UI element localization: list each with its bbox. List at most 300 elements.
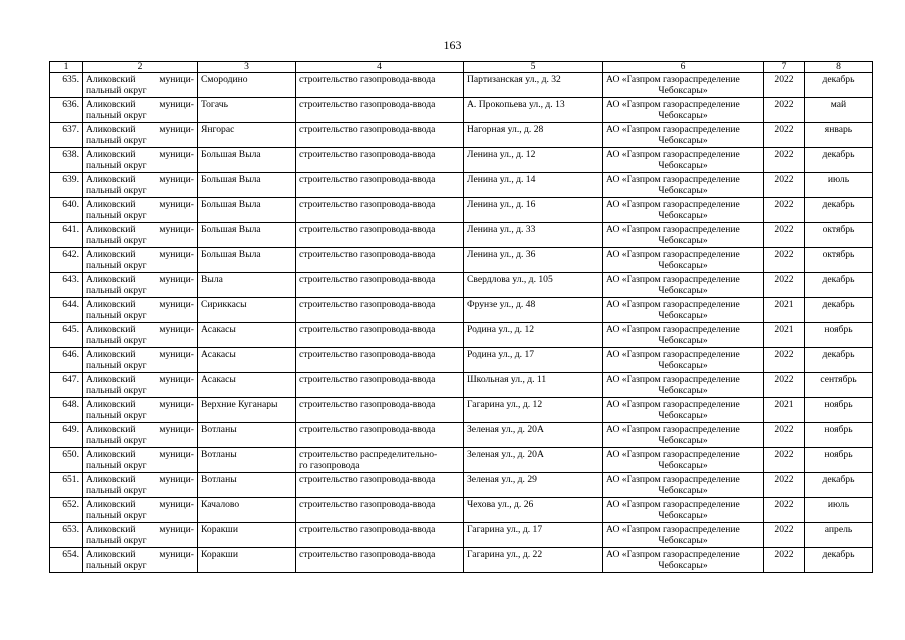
organization-line: АО «Газпром газораспределение [606,149,740,160]
year-cell: 2022 [764,498,805,523]
address-cell: Чехова ул., д. 26 [464,498,603,523]
district-type-part: муници- [159,374,194,385]
settlement-cell: Большая Выла [198,248,296,273]
table-row [50,298,873,323]
district-name: Аликовский [86,374,136,385]
district-type-rest: пальный округ [86,385,147,396]
organization-line: АО «Газпром газораспределение [606,349,740,360]
district-type-rest: пальный округ [86,185,147,196]
work-type-line: строительство газопровода-ввода [299,124,436,135]
organization-cell [603,73,764,98]
work-type-cell [296,298,464,323]
organization-line: Чебоксары» [658,335,708,346]
table-row [50,148,873,173]
settlement-cell: Янгорас [198,123,296,148]
organization-cell [603,98,764,123]
year-cell: 2022 [764,548,805,573]
column-header: 7 [764,62,805,73]
district-cell [83,523,198,548]
row-number: 654. [50,548,83,573]
row-number: 647. [50,373,83,398]
district-cell [83,148,198,173]
district-type-part: муници- [159,524,194,535]
organization-line: Чебоксары» [658,560,708,571]
month-cell: сентябрь [805,373,873,398]
district-name: Аликовский [86,124,136,135]
column-header: 3 [198,62,296,73]
organization-line: Чебоксары» [658,385,708,396]
district-name: Аликовский [86,549,136,560]
month-cell: апрель [805,523,873,548]
organization-cell [603,248,764,273]
work-type-line: строительство газопровода-ввода [299,424,436,435]
month-cell: октябрь [805,223,873,248]
work-type-line: строительство газопровода-ввода [299,224,436,235]
work-type-cell [296,98,464,123]
district-type-rest: пальный округ [86,410,147,421]
district-name: Аликовский [86,249,136,260]
table-row [50,273,873,298]
organization-line: АО «Газпром газораспределение [606,99,740,110]
table-row [50,548,873,573]
district-cell [83,473,198,498]
work-type-cell [296,173,464,198]
organization-line: Чебоксары» [658,160,708,171]
address-cell: Свердлова ул., д. 105 [464,273,603,298]
work-type-line: строительство газопровода-ввода [299,524,436,535]
organization-line: Чебоксары» [658,360,708,371]
district-name: Аликовский [86,74,136,85]
table-row [50,248,873,273]
organization-line: Чебоксары» [658,185,708,196]
work-type-cell [296,548,464,573]
work-type-line: строительство газопровода-ввода [299,249,436,260]
row-number: 645. [50,323,83,348]
row-number: 648. [50,398,83,423]
row-number: 653. [50,523,83,548]
organization-line: Чебоксары» [658,260,708,271]
organization-line: АО «Газпром газораспределение [606,274,740,285]
year-cell: 2022 [764,448,805,473]
year-cell: 2022 [764,348,805,373]
district-name: Аликовский [86,324,136,335]
year-cell: 2022 [764,473,805,498]
year-cell: 2022 [764,73,805,98]
organization-line: Чебоксары» [658,410,708,421]
organization-line: АО «Газпром газораспределение [606,124,740,135]
table-row [50,73,873,98]
address-cell: Родина ул., д. 12 [464,323,603,348]
work-type-cell [296,498,464,523]
table-row [50,523,873,548]
district-name: Аликовский [86,474,136,485]
organization-cell [603,348,764,373]
district-type-rest: пальный округ [86,135,147,146]
district-name: Аликовский [86,174,136,185]
address-cell: Ленина ул., д. 14 [464,173,603,198]
month-cell: июль [805,173,873,198]
settlement-cell: Большая Выла [198,173,296,198]
table-row [50,123,873,148]
work-type-cell [296,223,464,248]
settlement-cell: Вотланы [198,423,296,448]
column-number-row [50,62,873,73]
district-name: Аликовский [86,349,136,360]
year-cell: 2021 [764,298,805,323]
address-cell: Родина ул., д. 17 [464,348,603,373]
district-name: Аликовский [86,299,136,310]
district-cell [83,298,198,323]
district-type-rest: пальный округ [86,285,147,296]
month-cell: январь [805,123,873,148]
district-type-part: муници- [159,349,194,360]
organization-line: АО «Газпром газораспределение [606,174,740,185]
organization-line: АО «Газпром газораспределение [606,499,740,510]
district-cell [83,448,198,473]
organization-line: АО «Газпром газораспределение [606,474,740,485]
work-type-line: строительство газопровода-ввода [299,149,436,160]
page-number: 163 [443,38,462,52]
gas-pipeline-register-table [49,61,873,573]
address-cell: Ленина ул., д. 16 [464,198,603,223]
work-type-line: строительство газопровода-ввода [299,274,436,285]
work-type-cell [296,123,464,148]
work-type-cell [296,448,464,473]
year-cell: 2022 [764,198,805,223]
column-header: 5 [464,62,603,73]
row-number: 637. [50,123,83,148]
address-cell: Зеленая ул., д. 20А [464,423,603,448]
address-cell: Зеленая ул., д. 20А [464,448,603,473]
organization-cell [603,548,764,573]
settlement-cell: Сириккасы [198,298,296,323]
settlement-cell: Смородино [198,73,296,98]
work-type-cell [296,273,464,298]
address-cell: Партизанская ул., д. 32 [464,73,603,98]
district-type-part: муници- [159,74,194,85]
organization-line: Чебоксары» [658,510,708,521]
work-type-line: строительство газопровода-ввода [299,74,436,85]
district-cell [83,198,198,223]
district-type-rest: пальный округ [86,160,147,171]
row-number: 640. [50,198,83,223]
month-cell: ноябрь [805,398,873,423]
settlement-cell: Верхние Куганары [198,398,296,423]
organization-line: АО «Газпром газораспределение [606,74,740,85]
column-header: 8 [805,62,873,73]
year-cell: 2022 [764,248,805,273]
month-cell: октябрь [805,248,873,273]
settlement-cell: Асакасы [198,373,296,398]
district-type-part: муници- [159,549,194,560]
work-type-line: строительство газопровода-ввода [299,349,436,360]
settlement-cell: Большая Выла [198,148,296,173]
district-type-part: муници- [159,174,194,185]
work-type-cell [296,198,464,223]
address-cell: Ленина ул., д. 33 [464,223,603,248]
table-row [50,98,873,123]
year-cell: 2022 [764,98,805,123]
address-cell: Зеленая ул., д. 29 [464,473,603,498]
district-type-part: муници- [159,99,194,110]
column-header: 1 [50,62,83,73]
organization-line: Чебоксары» [658,85,708,96]
organization-cell [603,273,764,298]
row-number: 642. [50,248,83,273]
month-cell: декабрь [805,298,873,323]
district-type-rest: пальный округ [86,110,147,121]
address-cell: Ленина ул., д. 36 [464,248,603,273]
work-type-cell [296,373,464,398]
address-cell: Ленина ул., д. 12 [464,148,603,173]
district-cell [83,73,198,98]
district-type-part: муници- [159,449,194,460]
district-cell [83,98,198,123]
district-cell [83,398,198,423]
district-type-rest: пальный округ [86,210,147,221]
district-type-rest: пальный округ [86,460,147,471]
table-row [50,323,873,348]
organization-cell [603,473,764,498]
organization-cell [603,423,764,448]
row-number: 649. [50,423,83,448]
work-type-cell [296,73,464,98]
work-type-line: го газопровода [299,460,360,471]
work-type-cell [296,323,464,348]
settlement-cell: Коракши [198,548,296,573]
month-cell: декабрь [805,198,873,223]
year-cell: 2021 [764,398,805,423]
table-row [50,398,873,423]
settlement-cell: Тогачь [198,98,296,123]
month-cell: декабрь [805,473,873,498]
district-type-part: муници- [159,499,194,510]
organization-cell [603,323,764,348]
work-type-line: строительство газопровода-ввода [299,199,436,210]
district-cell [83,423,198,448]
settlement-cell: Асакасы [198,348,296,373]
district-type-part: муници- [159,424,194,435]
month-cell: декабрь [805,548,873,573]
work-type-cell [296,423,464,448]
table-row [50,373,873,398]
organization-line: Чебоксары» [658,235,708,246]
district-type-part: муници- [159,199,194,210]
district-type-rest: пальный округ [86,560,147,571]
organization-line: Чебоксары» [658,110,708,121]
settlement-cell: Качалово [198,498,296,523]
month-cell: декабрь [805,73,873,98]
settlement-cell: Большая Выла [198,198,296,223]
organization-line: Чебоксары» [658,285,708,296]
settlement-cell: Вотланы [198,473,296,498]
address-cell: Фрунзе ул., д. 48 [464,298,603,323]
work-type-line: строительство газопровода-ввода [299,399,436,410]
organization-line: Чебоксары» [658,485,708,496]
row-number: 650. [50,448,83,473]
organization-line: Чебоксары» [658,435,708,446]
organization-line: Чебоксары» [658,210,708,221]
district-type-part: муници- [159,124,194,135]
work-type-line: строительство газопровода-ввода [299,474,436,485]
row-number: 652. [50,498,83,523]
table-row [50,223,873,248]
district-type-part: муници- [159,274,194,285]
work-type-line: строительство газопровода-ввода [299,174,436,185]
organization-line: Чебоксары» [658,135,708,146]
district-name: Аликовский [86,424,136,435]
district-type-rest: пальный округ [86,435,147,446]
organization-cell [603,523,764,548]
month-cell: ноябрь [805,448,873,473]
column-header: 4 [296,62,464,73]
work-type-line: строительство газопровода-ввода [299,499,436,510]
work-type-cell [296,248,464,273]
row-number: 646. [50,348,83,373]
district-type-rest: пальный округ [86,510,147,521]
table-row [50,423,873,448]
row-number: 635. [50,73,83,98]
district-type-rest: пальный округ [86,235,147,246]
work-type-line: строительство газопровода-ввода [299,324,436,335]
row-number: 639. [50,173,83,198]
year-cell: 2022 [764,173,805,198]
district-type-rest: пальный округ [86,360,147,371]
month-cell: декабрь [805,148,873,173]
year-cell: 2022 [764,223,805,248]
row-number: 641. [50,223,83,248]
district-type-part: муници- [159,324,194,335]
row-number: 651. [50,473,83,498]
organization-cell [603,498,764,523]
address-cell: Школьная ул., д. 11 [464,373,603,398]
settlement-cell: Асакасы [198,323,296,348]
district-cell [83,248,198,273]
work-type-cell [296,398,464,423]
district-name: Аликовский [86,199,136,210]
district-cell [83,498,198,523]
year-cell: 2022 [764,523,805,548]
year-cell: 2022 [764,423,805,448]
year-cell: 2022 [764,373,805,398]
organization-line: АО «Газпром газораспределение [606,424,740,435]
address-cell: Гагарина ул., д. 12 [464,398,603,423]
work-type-cell [296,523,464,548]
organization-cell [603,398,764,423]
district-cell [83,123,198,148]
month-cell: ноябрь [805,323,873,348]
work-type-cell [296,348,464,373]
district-type-rest: пальный округ [86,535,147,546]
organization-line: АО «Газпром газораспределение [606,449,740,460]
organization-line: Чебоксары» [658,535,708,546]
district-type-part: муници- [159,399,194,410]
work-type-line: строительство газопровода-ввода [299,549,436,560]
work-type-line: строительство газопровода-ввода [299,299,436,310]
district-name: Аликовский [86,224,136,235]
table-row [50,498,873,523]
district-name: Аликовский [86,274,136,285]
address-cell: Гагарина ул., д. 17 [464,523,603,548]
organization-line: АО «Газпром газораспределение [606,299,740,310]
organization-cell [603,298,764,323]
district-type-part: муници- [159,299,194,310]
organization-line: АО «Газпром газораспределение [606,374,740,385]
district-type-rest: пальный округ [86,310,147,321]
settlement-cell: Большая Выла [198,223,296,248]
row-number: 643. [50,273,83,298]
district-cell [83,273,198,298]
work-type-line: строительство распределительно- [299,449,438,460]
year-cell: 2022 [764,123,805,148]
work-type-line: строительство газопровода-ввода [299,99,436,110]
organization-line: АО «Газпром газораспределение [606,324,740,335]
organization-line: АО «Газпром газораспределение [606,549,740,560]
organization-cell [603,198,764,223]
district-type-rest: пальный округ [86,335,147,346]
district-name: Аликовский [86,499,136,510]
district-type-part: муници- [159,149,194,160]
row-number: 636. [50,98,83,123]
organization-line: АО «Газпром газораспределение [606,399,740,410]
year-cell: 2022 [764,148,805,173]
district-name: Аликовский [86,524,136,535]
work-type-line: строительство газопровода-ввода [299,374,436,385]
district-cell [83,173,198,198]
organization-line: Чебоксары» [658,460,708,471]
address-cell: А. Прокопьева ул., д. 13 [464,98,603,123]
district-name: Аликовский [86,99,136,110]
district-name: Аликовский [86,149,136,160]
column-header: 6 [603,62,764,73]
organization-line: Чебоксары» [658,310,708,321]
settlement-cell: Вотланы [198,448,296,473]
column-header: 2 [83,62,198,73]
district-type-rest: пальный округ [86,485,147,496]
year-cell: 2021 [764,323,805,348]
address-cell: Нагорная ул., д. 28 [464,123,603,148]
organization-cell [603,123,764,148]
table-row [50,348,873,373]
row-number: 638. [50,148,83,173]
district-cell [83,323,198,348]
district-cell [83,548,198,573]
district-cell [83,223,198,248]
district-name: Аликовский [86,399,136,410]
month-cell: июль [805,498,873,523]
organization-line: АО «Газпром газораспределение [606,524,740,535]
month-cell: ноябрь [805,423,873,448]
organization-line: АО «Газпром газораспределение [606,199,740,210]
address-cell: Гагарина ул., д. 22 [464,548,603,573]
district-type-rest: пальный округ [86,85,147,96]
table-row [50,173,873,198]
work-type-cell [296,148,464,173]
table-row [50,198,873,223]
table-row [50,448,873,473]
district-cell [83,373,198,398]
organization-cell [603,448,764,473]
district-type-rest: пальный округ [86,260,147,271]
settlement-cell: Коракши [198,523,296,548]
district-name: Аликовский [86,449,136,460]
table-row [50,473,873,498]
month-cell: май [805,98,873,123]
district-cell [83,348,198,373]
organization-cell [603,173,764,198]
organization-line: АО «Газпром газораспределение [606,224,740,235]
work-type-cell [296,473,464,498]
